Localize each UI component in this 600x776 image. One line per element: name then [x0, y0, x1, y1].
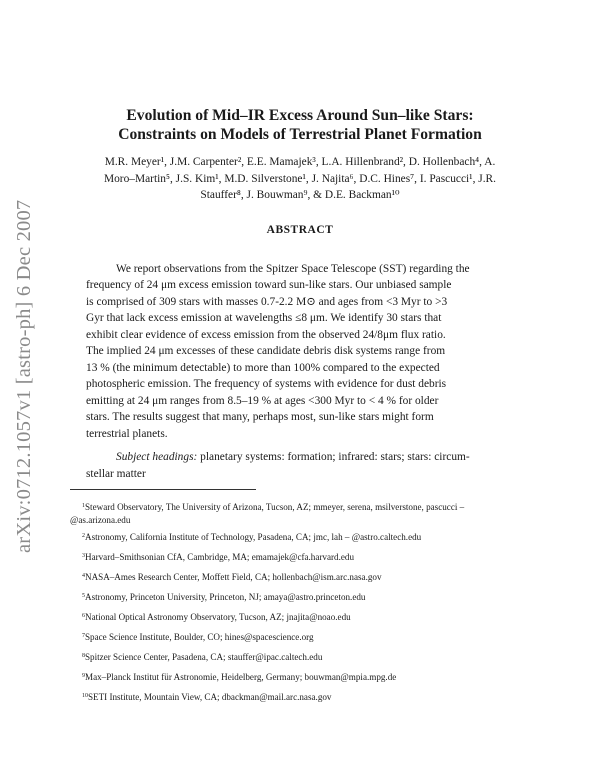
abstract-line: 13 % (the minimum detectable) to more than 100% compared to the expected	[86, 361, 440, 374]
abstract-line: We report observations from the Spitzer Space Telescope (SST) regarding the	[116, 263, 470, 275]
footnote	[70, 631, 314, 644]
footnote	[70, 531, 421, 544]
footnote-number: 6	[82, 613, 85, 619]
author-line-2: Moro–Martin⁵, J.S. Kim¹, M.D. Silverstone¹, J. Najita⁶, D.C. Hines⁷, I. Pascucci¹, J.R.	[103, 172, 496, 185]
footnote-text: National Optical Astronomy Observatory, Tucson, AZ; jnajita@noao.edu	[85, 612, 351, 622]
footnote-number: 4	[82, 573, 85, 579]
footnote	[70, 501, 464, 526]
footnote-text-cont: @as.arizona.edu	[70, 514, 131, 525]
abstract-line: exhibit clear evidence of excess emission from the observed 24/8μm flux ratio.	[86, 328, 446, 341]
abstract-line: frequency of 24 μm excess emission toward sun-like stars. Our unbiased sample	[86, 279, 452, 292]
footnote-number: 3	[82, 553, 85, 559]
author-list	[70, 154, 530, 204]
footnote-number: 8	[82, 653, 85, 659]
footnote-number: 10	[82, 693, 88, 699]
subject-line-1	[86, 449, 516, 466]
footnote-text: Max–Planck Institut für Astronomie, Heidelberg, Germany; bouwman@mpia.mpg.de	[85, 672, 397, 682]
author-line-3: Stauffer⁸, J. Bouwman⁹, & D.E. Backman¹⁰	[200, 189, 400, 201]
abstract-line: terrestrial planets.	[86, 427, 168, 440]
abstract-line: Gyr that lack excess emission at wavelengths ≤8 μm. We identify 30 stars that	[86, 312, 442, 325]
abstract-line: photospheric emission. The frequency of systems with evidence for dust debris	[86, 378, 447, 391]
footnote-rule	[70, 489, 256, 490]
footnote	[70, 611, 351, 624]
abstract-line: is comprised of 309 stars with masses 0.7-2.2 M⊙ and ages from <3 Myr to >3	[86, 295, 448, 308]
paper-title	[60, 106, 540, 144]
subject-label: Subject headings:	[116, 451, 198, 463]
footnote-number: 9	[82, 673, 85, 679]
footnote	[70, 571, 382, 584]
footnote-text: Harvard–Smithsonian CfA, Cambridge, MA; emamajek@cfa.harvard.edu	[85, 552, 354, 562]
footnote-text: NASA–Ames Research Center, Moffett Field, CA; hollenbach@ism.arc.nasa.gov	[85, 572, 382, 582]
footnote-number: 5	[82, 593, 85, 599]
footnote	[70, 591, 365, 604]
footnote-text: Steward Observatory, The University of Arizona, Tucson, AZ; mmeyer, serena, msilverstone, pascucci –	[85, 502, 465, 512]
footnote	[70, 651, 322, 664]
footnote-text: Space Science Institute, Boulder, CO; hines@spacescience.org	[85, 632, 314, 642]
title-line-2: Constraints on Models of Terrestrial Planet Formation	[118, 126, 482, 143]
footnote-number: 1	[82, 503, 85, 509]
footnote-text: Spitzer Science Center, Pasadena, CA; stauffer@ipac.caltech.edu	[85, 652, 323, 662]
subject-text-1: planetary systems: formation; infrared: stars; stars: circum-	[200, 451, 470, 463]
abstract-body	[86, 261, 516, 442]
abstract-line: The implied 24 μm excesses of these candidate debris disk systems range from	[86, 345, 446, 358]
footnote-number: 2	[82, 533, 85, 539]
subject-text-2: stellar matter	[86, 467, 146, 480]
author-line-1: M.R. Meyer¹, J.M. Carpenter², E.E. Mamajek³, L.A. Hillenbrand², D. Hollenbach⁴, A.	[104, 156, 496, 168]
abstract-line: stars. The results suggest that many, perhaps most, sun-like stars might form	[86, 411, 434, 424]
footnote-text: Astronomy, California Institute of Technology, Pasadena, CA; jmc, lah – @astro.caltech.edu	[85, 532, 422, 542]
subject-headings	[86, 449, 516, 482]
arxiv-identifier: arXiv:0712.1057v1 [astro-ph] 6 Dec 2007	[13, 199, 35, 553]
footnote	[70, 551, 354, 564]
footnote	[70, 671, 396, 684]
abstract-heading: ABSTRACT	[266, 224, 334, 236]
title-line-1: Evolution of Mid–IR Excess Around Sun–like Stars:	[126, 107, 474, 124]
footnote-text: SETI Institute, Mountain View, CA; dbackman@mail.arc.nasa.gov	[88, 692, 332, 702]
footnote-number: 7	[82, 633, 85, 639]
footnote-text: Astronomy, Princeton University, Princeton, NJ; amaya@astro.princeton.edu	[85, 592, 366, 602]
footnote	[70, 691, 331, 704]
abstract-line: emitting at 24 μm ranges from 8.5–19 % at ages <300 Myr to < 4 % for older	[86, 394, 439, 407]
